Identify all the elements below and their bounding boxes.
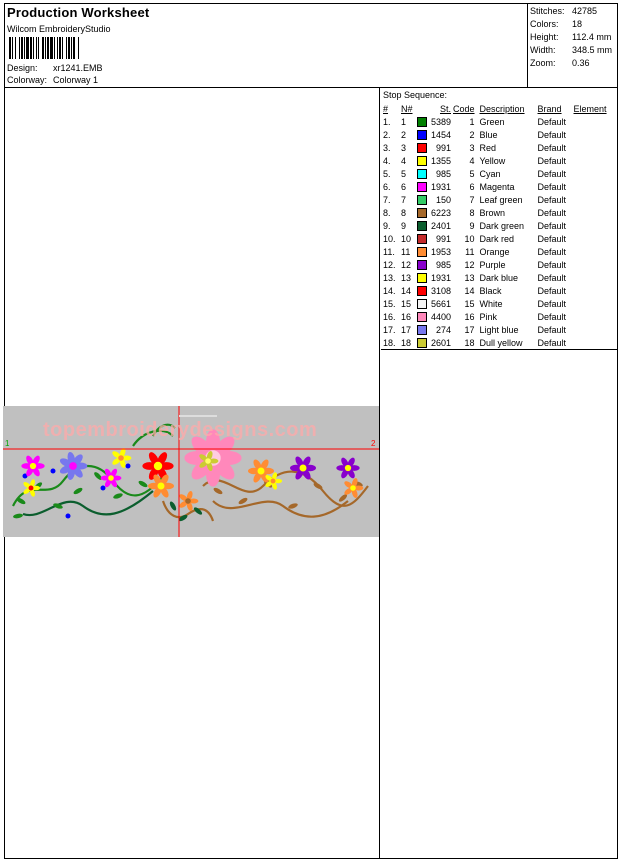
- design-row: [7, 63, 103, 73]
- row-index: 13.: [383, 272, 396, 283]
- color-swatch: [417, 312, 427, 322]
- row-stitches: 6223: [430, 207, 451, 218]
- row-color-swatch: [417, 258, 429, 271]
- row-brand: Default: [537, 155, 567, 166]
- row-description: Black: [479, 285, 502, 296]
- stat-colors: [530, 18, 617, 31]
- row-color-swatch: [417, 310, 429, 323]
- row-description: White: [479, 298, 503, 309]
- table-row: [383, 284, 607, 297]
- row-index: 15.: [383, 298, 396, 309]
- row-stitches: 3108: [430, 285, 451, 296]
- row-element: [574, 193, 607, 206]
- row-code: 5: [469, 168, 475, 179]
- row-element: [574, 310, 607, 323]
- row-element: [574, 167, 607, 180]
- row-description: Cyan: [479, 168, 501, 179]
- table-row: [383, 232, 607, 245]
- row-stitches: 5389: [430, 116, 451, 127]
- color-swatch: [417, 156, 427, 166]
- color-swatch: [417, 260, 427, 270]
- row-brand: Default: [537, 311, 567, 322]
- color-swatch: [417, 299, 427, 309]
- row-element: [574, 323, 607, 336]
- row-brand: Default: [537, 337, 567, 348]
- row-element: [574, 141, 607, 154]
- table-row: [383, 219, 607, 232]
- table-row: [383, 115, 607, 128]
- row-description: Dark blue: [479, 272, 519, 283]
- row-index: 17.: [383, 324, 396, 335]
- row-needle: 18: [401, 337, 412, 348]
- row-index: 5.: [383, 168, 391, 179]
- row-stitches: 150: [435, 194, 451, 205]
- row-index: 9.: [383, 220, 391, 231]
- row-needle: 10: [401, 233, 412, 244]
- row-brand: Default: [537, 129, 567, 140]
- row-description: Blue: [479, 129, 498, 140]
- stop-sequence-title: Stop Sequence:: [383, 90, 448, 100]
- table-row: [383, 141, 607, 154]
- stat-zoom: [530, 57, 617, 70]
- page-title: Production Worksheet: [7, 5, 150, 20]
- design-label: Design:: [7, 63, 38, 73]
- row-description: Brown: [479, 207, 506, 218]
- colorway-label: Colorway:: [7, 75, 48, 85]
- row-element: [574, 206, 607, 219]
- color-swatch: [417, 117, 427, 127]
- row-index: 18.: [383, 337, 396, 348]
- row-index: 1.: [383, 116, 391, 127]
- row-needle: 3: [401, 142, 407, 153]
- brown-vine-right-lower: [213, 501, 348, 517]
- table-row: [383, 336, 607, 349]
- row-stitches: 991: [435, 142, 451, 153]
- orange-flower-right-center: [258, 468, 265, 475]
- stat-value: 0.36: [572, 58, 590, 68]
- red-flower-center-center: [154, 462, 162, 470]
- stop-sequence-rows: [383, 115, 607, 349]
- row-needle: 4: [401, 155, 407, 166]
- row-code: 8: [469, 207, 475, 218]
- row-element: [574, 297, 607, 310]
- row-index: 7.: [383, 194, 391, 205]
- row-needle: 9: [401, 220, 407, 231]
- embroidery-preview: [3, 406, 379, 537]
- row-brand: Default: [537, 285, 567, 296]
- row-needle: 16: [401, 311, 412, 322]
- row-brand: Default: [537, 259, 567, 270]
- worksheet-page: [4, 3, 618, 859]
- row-color-swatch: [417, 336, 429, 349]
- row-index: 8.: [383, 207, 391, 218]
- table-header-row: [383, 102, 607, 115]
- row-brand: Default: [537, 233, 567, 244]
- row-color-swatch: [417, 115, 429, 128]
- row-index: 14.: [383, 285, 396, 296]
- row-code: 18: [464, 337, 475, 348]
- row-needle: 15: [401, 298, 412, 309]
- orange-flower-far-right-center: [350, 485, 356, 491]
- row-description: Magenta: [479, 181, 515, 192]
- row-stitches: 1355: [430, 155, 451, 166]
- row-description: Leaf green: [479, 194, 523, 205]
- row-needle: 13: [401, 272, 412, 283]
- row-code: 11: [465, 246, 475, 257]
- color-swatch: [417, 195, 427, 205]
- row-needle: 12: [401, 259, 412, 270]
- brown-leaf: [238, 497, 249, 506]
- row-needle: 8: [401, 207, 407, 218]
- yellow-flower-top-center: [118, 455, 124, 461]
- row-brand: Default: [537, 116, 567, 127]
- brown-leaf: [213, 487, 224, 496]
- color-swatch: [417, 338, 427, 348]
- row-element: [574, 219, 607, 232]
- purple-flower-far-right-center: [345, 465, 351, 471]
- row-element: [574, 128, 607, 141]
- stat-value: 112.4 mm: [572, 32, 612, 42]
- row-brand: Default: [537, 220, 567, 231]
- row-needle: 5: [401, 168, 407, 179]
- row-code: 15: [464, 298, 475, 309]
- table-row: [383, 271, 607, 284]
- row-element: [574, 180, 607, 193]
- row-code: 1: [469, 116, 475, 127]
- row-color-swatch: [417, 167, 429, 180]
- row-needle: 11: [401, 246, 411, 257]
- row-needle: 17: [401, 324, 412, 335]
- row-element: [574, 271, 607, 284]
- stat-stitches: [530, 5, 617, 18]
- row-brand: Default: [537, 142, 567, 153]
- table-row: [383, 154, 607, 167]
- green-leaf: [13, 513, 24, 519]
- col-description-header: Description: [479, 103, 525, 114]
- color-swatch: [417, 234, 427, 244]
- blue-flower-center: [69, 462, 77, 470]
- dull-yellow-center-center: [205, 458, 211, 464]
- table-row: [383, 167, 607, 180]
- row-description: Pink: [479, 311, 498, 322]
- row-description: Light blue: [479, 324, 519, 335]
- row-index: 11.: [383, 246, 395, 257]
- stat-value: 18: [572, 19, 583, 29]
- green-leaf: [113, 492, 124, 500]
- row-color-swatch: [417, 245, 429, 258]
- row-code: 3: [469, 142, 475, 153]
- col-index-header: #: [383, 103, 389, 114]
- stat-label: Stitches:: [530, 6, 565, 16]
- green-leaf: [73, 487, 84, 496]
- stop-sequence-panel: [381, 88, 617, 350]
- row-description: Red: [479, 142, 497, 153]
- software-name: Wilcom EmbroideryStudio: [7, 24, 111, 34]
- row-needle: 2: [401, 129, 407, 140]
- stat-label: Zoom:: [530, 58, 556, 68]
- row-color-swatch: [417, 128, 429, 141]
- row-code: 10: [464, 233, 475, 244]
- barcode: [9, 37, 107, 59]
- row-description: Orange: [479, 246, 510, 257]
- stop-sequence-table: [383, 102, 607, 349]
- row-description: Green: [479, 116, 505, 127]
- green-leaf: [138, 480, 149, 489]
- row-stitches: 2601: [430, 337, 451, 348]
- row-color-swatch: [417, 323, 429, 336]
- design-value: xr1241.EMB: [53, 63, 103, 73]
- stat-height: [530, 31, 617, 44]
- row-color-swatch: [417, 154, 429, 167]
- row-index: 16.: [383, 311, 396, 322]
- stats-panel: [527, 4, 617, 88]
- row-brand: Default: [537, 324, 567, 335]
- row-needle: 1: [401, 116, 407, 127]
- table-row: [383, 128, 607, 141]
- color-swatch: [417, 247, 427, 257]
- row-element: [574, 258, 607, 271]
- row-color-swatch: [417, 219, 429, 232]
- yellow-flower-left-center: [29, 486, 34, 491]
- table-row: [383, 258, 607, 271]
- row-code: 9: [469, 220, 475, 231]
- row-code: 17: [464, 324, 475, 335]
- blue-dot: [66, 514, 71, 519]
- colorway-row: [7, 75, 98, 85]
- yellow-flower-right-center: [271, 479, 276, 484]
- row-index: 10.: [383, 233, 396, 244]
- row-index: 2.: [383, 129, 391, 140]
- row-description: Dark green: [479, 220, 525, 231]
- row-color-swatch: [417, 284, 429, 297]
- orange-flower-center-center: [158, 483, 165, 490]
- table-row: [383, 310, 607, 323]
- row-stitches: 4400: [430, 311, 451, 322]
- row-color-swatch: [417, 193, 429, 206]
- row-stitches: 1931: [430, 272, 451, 283]
- row-code: 4: [469, 155, 475, 166]
- table-row: [383, 180, 607, 193]
- stat-label: Width:: [530, 45, 556, 55]
- row-needle: 14: [401, 285, 412, 296]
- row-brand: Default: [537, 207, 567, 218]
- row-index: 3.: [383, 142, 391, 153]
- stat-value: 42785: [572, 6, 598, 16]
- row-stitches: 274: [435, 324, 451, 335]
- magenta-flower-small-center: [108, 475, 114, 481]
- design-preview-area: [5, 88, 380, 858]
- row-needle: 7: [401, 194, 407, 205]
- dark-green-leaf: [169, 501, 178, 512]
- row-brand: Default: [537, 246, 567, 257]
- row-color-swatch: [417, 297, 429, 310]
- row-color-swatch: [417, 271, 429, 284]
- row-needle: 6: [401, 181, 407, 192]
- row-code: 13: [464, 272, 475, 283]
- row-stitches: 991: [435, 233, 451, 244]
- purple-flower-right-center: [300, 465, 307, 472]
- stat-label: Height:: [530, 32, 559, 42]
- watermark-text: topembroiderydesigns.com: [43, 419, 318, 441]
- row-code: 14: [464, 285, 475, 296]
- row-brand: Default: [537, 272, 567, 283]
- row-color-swatch: [417, 232, 429, 245]
- row-brand: Default: [537, 194, 567, 205]
- barcode-bar: [79, 37, 80, 59]
- color-swatch: [417, 286, 427, 296]
- row-index: 6.: [383, 181, 391, 192]
- header-panel: [5, 4, 617, 88]
- color-swatch: [417, 325, 427, 335]
- magenta-flower-center: [30, 463, 36, 469]
- row-stitches: 1931: [430, 181, 451, 192]
- col-stitches-header: St.: [439, 103, 451, 114]
- row-code: 2: [469, 129, 475, 140]
- table-row: [383, 206, 607, 219]
- row-color-swatch: [417, 180, 429, 193]
- row-stitches: 1953: [430, 246, 451, 257]
- row-element: [574, 336, 607, 349]
- left-marker-label: 1: [5, 439, 10, 448]
- green-leaf: [93, 471, 103, 481]
- row-color-swatch: [417, 206, 429, 219]
- color-swatch: [417, 208, 427, 218]
- row-code: 16: [464, 311, 475, 322]
- stat-width: [530, 44, 617, 57]
- col-code-header: Code: [453, 103, 475, 114]
- blue-dot: [126, 464, 131, 469]
- right-marker-label: 2: [371, 439, 376, 448]
- blue-dot: [51, 469, 56, 474]
- row-index: 12.: [383, 259, 396, 270]
- row-element: [574, 245, 607, 258]
- row-brand: Default: [537, 298, 567, 309]
- row-code: 6: [469, 181, 475, 192]
- row-brand: Default: [537, 168, 567, 179]
- row-stitches: 5661: [430, 298, 451, 309]
- brown-leaf: [288, 502, 299, 510]
- color-swatch: [417, 130, 427, 140]
- colorway-value: Colorway 1: [53, 75, 99, 85]
- col-needle-header: N#: [401, 103, 413, 114]
- table-row: [383, 193, 607, 206]
- stat-value: 348.5 mm: [572, 45, 613, 55]
- table-row: [383, 323, 607, 336]
- row-description: Purple: [479, 259, 506, 270]
- col-element-header: Element: [573, 103, 607, 114]
- row-stitches: 1454: [430, 129, 451, 140]
- row-stitches: 2401: [430, 220, 451, 231]
- stat-label: Colors:: [530, 19, 559, 29]
- color-swatch: [417, 182, 427, 192]
- row-element: [574, 232, 607, 245]
- row-stitches: 985: [435, 259, 451, 270]
- row-brand: Default: [537, 181, 567, 192]
- col-brand-header: Brand: [537, 103, 562, 114]
- color-swatch: [417, 143, 427, 153]
- color-swatch: [417, 169, 427, 179]
- color-swatch: [417, 221, 427, 231]
- row-element: [574, 115, 607, 128]
- row-description: Dull yellow: [479, 337, 523, 348]
- row-code: 12: [464, 259, 475, 270]
- table-row: [383, 245, 607, 258]
- color-swatch: [417, 273, 427, 283]
- orange-flower-lower-center: [185, 498, 191, 504]
- blue-dot: [101, 486, 106, 491]
- table-row: [383, 297, 607, 310]
- row-description: Dark red: [479, 233, 515, 244]
- row-color-swatch: [417, 141, 429, 154]
- col-swatch-header: [417, 102, 429, 115]
- row-code: 7: [469, 194, 475, 205]
- row-index: 4.: [383, 155, 391, 166]
- row-description: Yellow: [479, 155, 506, 166]
- row-element: [574, 154, 607, 167]
- row-stitches: 985: [435, 168, 451, 179]
- row-element: [574, 284, 607, 297]
